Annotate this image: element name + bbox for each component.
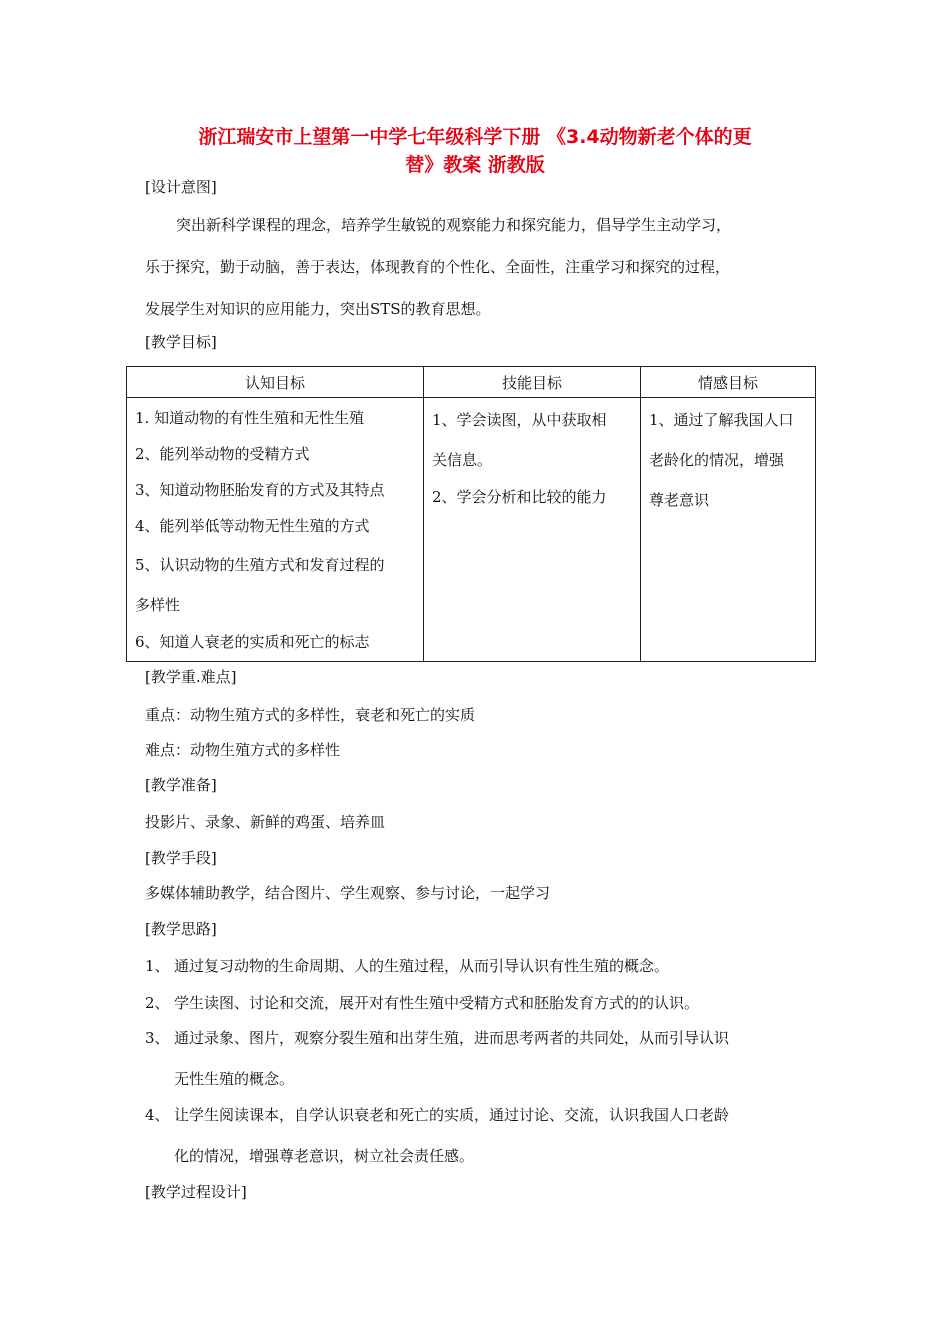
skills-goals-cell xyxy=(424,398,641,662)
idea-number: 1、 xyxy=(145,957,170,975)
cognitive-goals-cell xyxy=(127,398,424,662)
emotion-goals-cell xyxy=(641,398,816,662)
idea-text-continued: 无性生殖的概念。 xyxy=(174,1070,295,1088)
key-point-text: 重点：动物生殖方式的多样性，衰老和死亡的实质 xyxy=(145,706,476,724)
idea-number: 2、 xyxy=(145,994,170,1012)
goals-heading: [教学目标] xyxy=(145,333,217,351)
design-intent-line-1: 突出新科学课程的理念，培养学生敏锐的观察能力和探究能力，倡导学生主动学习， xyxy=(176,216,732,234)
skill-goal: 关信息。 xyxy=(432,451,493,469)
header-cognitive: 认知目标 xyxy=(127,367,424,398)
idea-number: 3、 xyxy=(145,1029,170,1047)
cognitive-goal: 2、能列举动物的受精方式 xyxy=(135,445,310,463)
idea-text: 让学生阅读课本，自学认识衰老和死亡的实质，通过讨论、交流，认识我国人口老龄 xyxy=(174,1106,730,1124)
emotion-goal: 老龄化的情况，增强 xyxy=(649,451,785,469)
design-intent-line-2: 乐于探究，勤于动脑，善于表达，体现教育的个性化、全面性，注重学习和探究的过程， xyxy=(145,258,731,276)
goals-table xyxy=(126,366,816,662)
idea-text-continued: 化的情况，增强尊老意识，树立社会责任感。 xyxy=(174,1147,475,1165)
design-intent-line-3: 发展学生对知识的应用能力，突出STS的教育思想。 xyxy=(145,300,491,318)
ideas-heading: [教学思路] xyxy=(145,920,217,938)
idea-text: 通过录象、图片，观察分裂生殖和出芽生殖，进而思考两者的共同处，从而引导认识 xyxy=(174,1029,730,1047)
cognitive-goal: 1. 知道动物的有性生殖和无性生殖 xyxy=(135,409,365,427)
cognitive-goal: 5、认识动物的生殖方式和发育过程的 xyxy=(135,556,385,574)
document-title-line2: 替》教案 浙教版 xyxy=(405,154,545,176)
skill-goal: 2、学会分析和比较的能力 xyxy=(432,488,607,506)
means-heading: [教学手段] xyxy=(145,849,217,867)
header-emotion: 情感目标 xyxy=(641,367,816,398)
preparation-text: 投影片、录象、新鲜的鸡蛋、培养皿 xyxy=(145,813,386,831)
idea-text: 学生读图、讨论和交流，展开对有性生殖中受精方式和胚胎发育方式的的认识。 xyxy=(174,994,700,1012)
skill-goal: 1、学会读图，从中获取相 xyxy=(432,411,607,429)
design-intent-heading: [设计意图] xyxy=(145,178,217,196)
cognitive-goal: 多样性 xyxy=(135,596,181,614)
difficult-point-text: 难点：动物生殖方式的多样性 xyxy=(145,741,341,759)
header-skills: 技能目标 xyxy=(424,367,641,398)
preparation-heading: [教学准备] xyxy=(145,776,217,794)
process-heading: [教学过程设计] xyxy=(145,1183,247,1201)
idea-number: 4、 xyxy=(145,1106,170,1124)
cognitive-goal: 6、知道人衰老的实质和死亡的标志 xyxy=(135,633,370,651)
cognitive-goal: 3、知道动物胚胎发育的方式及其特点 xyxy=(135,481,385,499)
means-text: 多媒体辅助教学，结合图片、学生观察、参与讨论，一起学习 xyxy=(145,884,551,902)
emotion-goal: 1、通过了解我国人口 xyxy=(649,411,794,429)
idea-text: 通过复习动物的生命周期、人的生殖过程，从而引导认识有性生殖的概念。 xyxy=(174,957,670,975)
key-points-heading: [教学重.难点] xyxy=(145,668,237,686)
document-title-line1: 浙江瑞安市上望第一中学七年级科学下册 《3.4动物新老个体的更 xyxy=(198,126,752,148)
emotion-goal: 尊老意识 xyxy=(649,491,710,509)
cognitive-goal: 4、能列举低等动物无性生殖的方式 xyxy=(135,517,370,535)
